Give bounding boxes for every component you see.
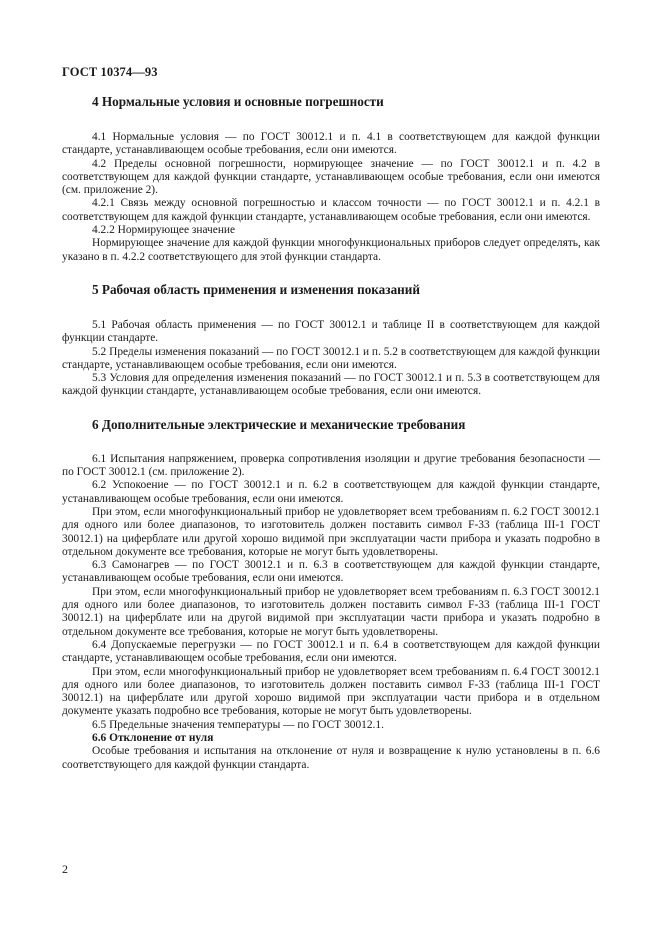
paragraph-6-6-text: Особые требования и испытания на отклонение от нуля и возвращение к нулю установлены в п. 6.6 соответствующего для каждой функции стандарта. xyxy=(62,745,600,771)
document-body xyxy=(62,94,600,772)
paragraph-5-2: 5.2 Пределы изменения показаний — по ГОСТ 30012.1 и п. 5.2 в соответствующем для каждой функции стандарте, устанавливающем особые требования, если они имеются. xyxy=(62,345,600,371)
paragraph-6-4: 6.4 Допускаемые перегрузки — по ГОСТ 30012.1 и п. 6.4 в соответствующем для каждой функции стандарте, устанавливающем особые требования, если они имеются. xyxy=(62,638,600,665)
paragraph-4-2-2: 4.2.2 Нормирующее значение xyxy=(92,224,236,237)
paragraph-6-2-note: При этом, если многофункциональный прибор не удовлетворяет всем требованиям п. 6.2 ГОСТ 30012.1 для одного или более диапазонов, то изготовитель должен поставить символ F-33 (таблица III-1 ГОСТ 30012.1) на циферблате или другой хорошо видимой при эксплуатации части прибора и указать подробно в отдельном документе все требования, которые не могут быть удовлетворены. xyxy=(62,505,600,558)
paragraph-6-5: 6.5 Предельные значения температуры — по ГОСТ 30012.1. xyxy=(92,718,384,731)
paragraph-5-3: 5.3 Условия для определения изменения показаний — по ГОСТ 30012.1 и п. 5.3 в соответствующем для каждой функции стандарте, устанавливающем особые требования, если они имеются. xyxy=(62,372,600,398)
document-header: ГОСТ 10374—93 xyxy=(62,65,158,79)
paragraph-6-4-note: При этом, если многофункциональный прибор не удовлетворяет всем требованиям п. 6.4 ГОСТ 30012.1 для одного или более диапазонов, то изготовитель должен поставить символ F-33 (таблица III-1 ГОСТ 30012.1) на циферблате или другой хорошо видимой при эксплуатации части прибора и в отдельном документе указать подробно все требования, которые не могут быть удовлетворены. xyxy=(62,665,600,718)
paragraph-6-1: 6.1 Испытания напряжением, проверка сопротивления изоляции и другие требования безопасности — по ГОСТ 30012.1 (см. приложение 2). xyxy=(62,452,600,479)
page-number: 2 xyxy=(62,862,68,876)
paragraph-4-2-2-text: Нормирующее значение для каждой функции многофункциональных приборов следует определять, как указано в п. 4.2.2 соответствующего для этой функции стандарта. xyxy=(62,237,600,263)
paragraph-4-2: 4.2 Пределы основной погрешности, нормирующее значение — по ГОСТ 30012.1 и п. 4.2 в соответствующем для каждой функции стандарте, устанавливающем особые требования, если они имеются (см. приложение 2). xyxy=(62,157,600,197)
paragraph-6-6-heading: 6.6 Отклонение от нуля xyxy=(92,731,214,744)
paragraph-4-1: 4.1 Нормальные условия — по ГОСТ 30012.1 и п. 4.1 в соответствующем для каждой функции стандарте, устанавливающем особые требования, если они имеются. xyxy=(62,131,600,157)
section-4-title: 4 Нормальные условия и основные погрешности xyxy=(92,94,384,109)
paragraph-6-3-note: При этом, если многофункциональный прибор не удовлетворяет всем требованиям п. 6.3 ГОСТ 30012.1 для одного или более диапазонов, то изготовитель должен поставить символ F-33 (таблица III-1 ГОСТ 30012.1) на циферблате или на другой видимой при эксплуатации части прибора и указать подробно в отдельном документе все требования, которые не могут быть удовлетворены. xyxy=(62,585,600,638)
section-5-title: 5 Рабочая область применения и изменения показаний xyxy=(92,281,420,297)
paragraph-6-2: 6.2 Успокоение — по ГОСТ 30012.1 и п. 6.2 в соответствующем для каждой функции стандарте, устанавливающем особые требования, если они имеются. xyxy=(62,479,600,505)
paragraph-6-3: 6.3 Самонагрев — по ГОСТ 30012.1 и п. 6.3 в соответствующем для каждой функции стандарте, устанавливающем особые требования, если они имеются. xyxy=(62,559,600,585)
paragraph-5-1: 5.1 Рабочая область применения — по ГОСТ 30012.1 и таблице II в соответствующем для каждой функции стандарте. xyxy=(62,318,600,345)
section-6-title: 6 Дополнительные электрические и механические требования xyxy=(92,416,466,432)
paragraph-4-2-1: 4.2.1 Связь между основной погрешностью и классом точности — по ГОСТ 30012.1 и п. 4.2.1 в соответствующем для каждой функции стандарте, устанавливающем особые требования, если они имеются. xyxy=(62,197,600,223)
